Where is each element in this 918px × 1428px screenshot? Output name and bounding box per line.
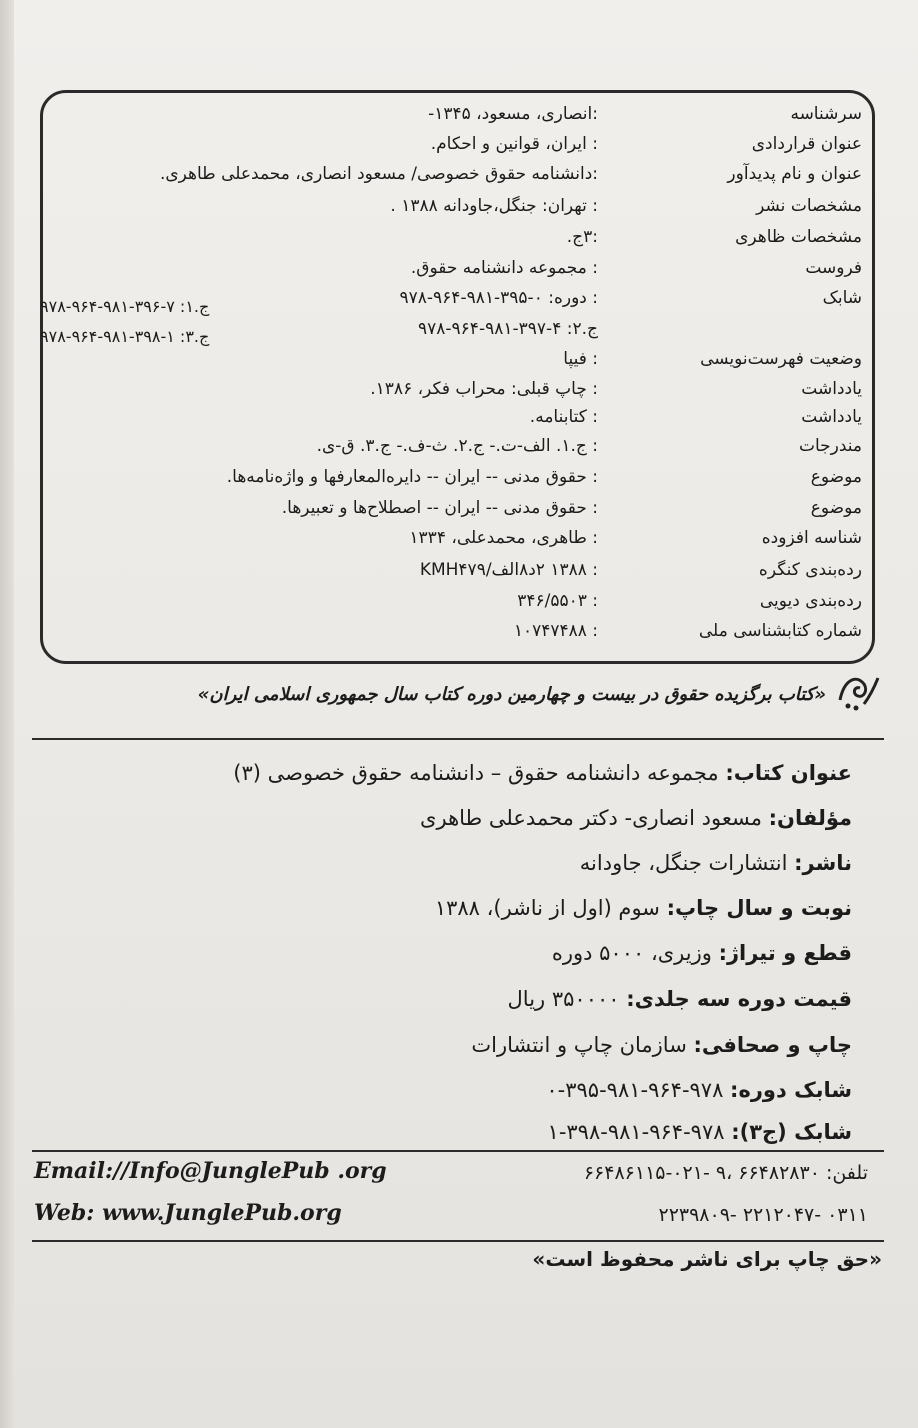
cip-label: شماره کتابشناسی ملی (698, 621, 862, 641)
cip-value: : ۱۰۷۴۷۴۸۸ (513, 621, 598, 641)
info-value: انتشارات جنگل، جاودانه (579, 851, 795, 875)
phone-line-1: تلفن: ۶۶۴۸۲۸۳۰ ،۹ -۰۲۱-۶۶۴۸۶۱۱۵ (583, 1162, 868, 1184)
divider-middle (32, 1150, 884, 1152)
cip-label: شناسه افزوده (761, 528, 862, 548)
info-row (233, 758, 852, 788)
cip-label: مشخصات ظاهری (735, 227, 862, 247)
info-key: قطع و تیراژ: (718, 941, 852, 965)
info-key: شابک (ج۳): (731, 1120, 852, 1144)
info-key: شابک دوره: (730, 1078, 852, 1102)
cip-value: : ۳۴۶/۵۵۰۳ (517, 591, 598, 611)
info-row (546, 1075, 852, 1105)
isbn-volume-1: ج.۱: ۷-۳۹۶-۹۸۱-۹۶۴-۹۷۸ (40, 297, 210, 316)
jungle-logo-icon (834, 670, 882, 712)
info-key: نوبت و سال چاپ: (666, 896, 852, 920)
info-value: ۹۷۸-۹۶۴-۹۸۱-۳۹۵-۰ (546, 1078, 731, 1102)
cip-label: رده‌بندی کنگره (758, 560, 862, 580)
cip-label: سرشناسه (790, 104, 862, 124)
info-key: چاپ و صحافی: (693, 1033, 852, 1057)
cip-label: وضعیت فهرست‌نویسی (700, 349, 862, 369)
cip-value: : تهران: جنگل،جاودانه ۱۳۸۸ . (390, 196, 598, 216)
info-key: مؤلفان: (768, 806, 852, 830)
cip-value: : چاپ قبلی: محراب فکر، ۱۳۸۶. (370, 379, 598, 399)
info-row (580, 848, 852, 878)
cip-label: شابک (822, 288, 862, 308)
info-value: مجموعه دانشنامه حقوق – دانشنامه حقوق خصوصی (۳) (233, 761, 726, 785)
cip-value: : حقوق مدنی -- ایران -- اصطلاح‌ها و تعبیرها. (281, 498, 598, 518)
cip-label: موضوع (810, 467, 862, 487)
cip-value: : دوره: ۰-۳۹۵-۹۸۱-۹۶۴-۹۷۸ (399, 288, 598, 308)
cip-label: مندرجات (798, 436, 862, 456)
cip-value: : مجموعه دانشنامه حقوق. (410, 258, 598, 278)
info-key: ناشر: (794, 851, 852, 875)
cip-label: موضوع (810, 498, 862, 518)
page-edge (0, 0, 14, 1428)
phone-line-2: ۰۳۱۱ -۲۲۱۲۰۴۷ -۲۲۳۹۸۰۹ (658, 1204, 868, 1226)
divider-bottom (32, 1240, 884, 1242)
copyright-notice: «حق چاپ برای ناشر محفوظ است» (532, 1247, 882, 1271)
cip-value: :۳ج. (566, 227, 598, 247)
cip-label: یادداشت (801, 379, 862, 399)
cip-value: : ۱۳۸۸ ۲د۸الف/KMH۴۷۹ (419, 560, 598, 580)
cip-value: : فیپا (563, 349, 598, 369)
isbn-volume-3: ج.۳: ۱-۳۹۸-۹۸۱-۹۶۴-۹۷۸ (40, 327, 210, 346)
divider-top (32, 738, 884, 740)
email: Email://Info@JunglePub .org (34, 1158, 387, 1184)
info-value: ۳۵۰۰۰۰ ریال (507, 987, 627, 1011)
info-row (471, 1030, 852, 1060)
info-value: ۹۷۸-۹۶۴-۹۸۱-۳۹۸-۱ (547, 1120, 732, 1144)
cip-value: ج.۲: ۴-۳۹۷-۹۸۱-۹۶۴-۹۷۸ (418, 319, 598, 339)
cip-label: یادداشت (801, 407, 862, 427)
cip-value: : حقوق مدنی -- ایران -- دایره‌المعارفها و واژه‌نامه‌ها. (226, 467, 598, 487)
cip-label: عنوان و نام پدیدآور (727, 164, 862, 184)
cip-value: : طاهری، محمدعلی، ۱۳۳۴ (409, 528, 598, 548)
info-row (552, 938, 852, 968)
cip-label: عنوان قراردادی (751, 134, 862, 154)
info-row (508, 984, 852, 1014)
info-value: سازمان چاپ و انتشارات (471, 1033, 694, 1057)
info-key: قیمت دوره سه جلدی: (626, 987, 852, 1011)
info-row (420, 803, 852, 833)
website: Web: www.JunglePub.org (34, 1200, 342, 1226)
info-value: سوم (اول از ناشر)، ۱۳۸۸ (434, 896, 667, 920)
info-row (548, 1117, 852, 1147)
cip-value: : ایران، قوانین و احکام. (430, 134, 598, 154)
cip-label: رده‌بندی دیویی (759, 591, 862, 611)
info-row (435, 893, 852, 923)
cip-value: : ج.۱. الف-ت.- ج.۲. ث-ف.- ج.۳. ق-ی. (316, 436, 598, 456)
award-line: «کتاب برگزیده حقوق در بیست و چهارمین دوره کتاب سال جمهوری اسلامی ایران» (197, 684, 826, 705)
cip-value: : کتابنامه. (529, 407, 598, 427)
cip-value: :انصاری، مسعود، ۱۳۴۵- (428, 104, 598, 124)
cip-label: فروست (805, 258, 862, 278)
cip-value: :دانشنامه حقوق خصوصی/ مسعود انصاری، محمدعلی طاهری. (159, 164, 598, 184)
info-value: وزیری، ۵۰۰۰ دوره (551, 941, 719, 965)
info-key: عنوان کتاب: (725, 761, 852, 785)
info-value: مسعود انصاری- دکتر محمدعلی طاهری (420, 806, 769, 830)
cip-label: مشخصات نشر (756, 196, 862, 216)
